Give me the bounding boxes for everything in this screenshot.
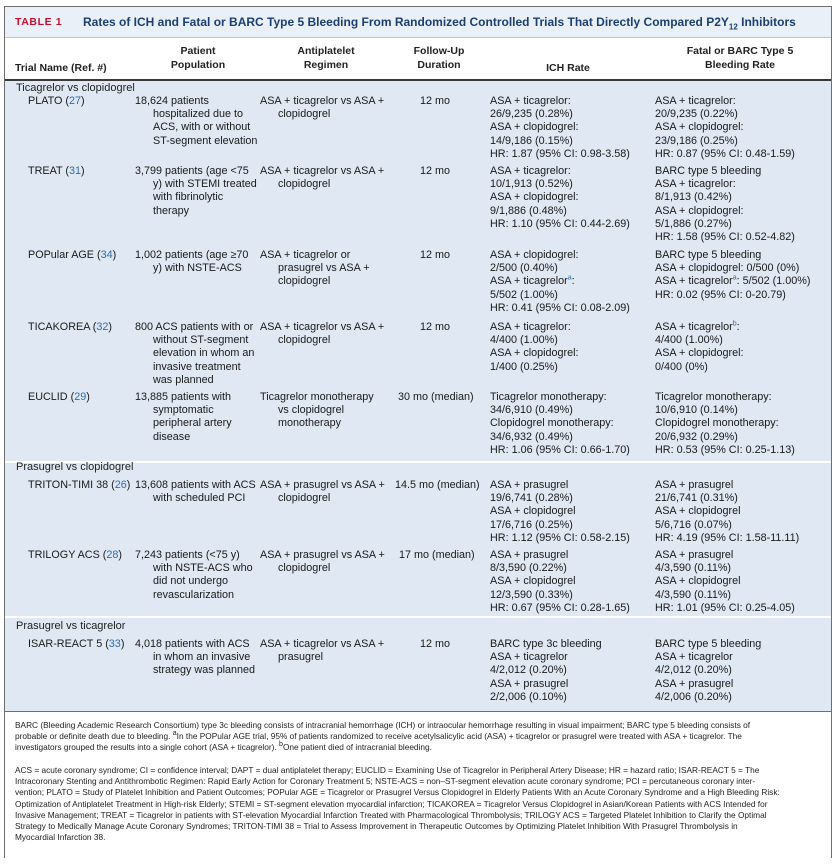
followup-cell: 12 mo	[420, 321, 451, 333]
header-trial-label: Trial Name (Ref. #)	[15, 62, 107, 74]
ich-line: ASA + ticagrelor	[490, 651, 568, 664]
population-line: y) with NSTE-ACS	[153, 262, 242, 275]
footnote-definitions	[15, 720, 821, 754]
bleeding-line: ASA + ticagrelor:	[655, 178, 736, 191]
bleeding-line: ASA + prasugrel	[655, 479, 734, 491]
bleeding-line: 21/6,741 (0.31%)	[655, 492, 738, 505]
bleeding-line: HR: 0.87 (95% CI: 0.48-1.59)	[655, 147, 795, 160]
population-line: 3,799 patients (age <75	[135, 165, 249, 177]
bleeding-cell	[655, 479, 799, 545]
ich-line: 4/400 (1.00%)	[490, 334, 558, 347]
bleeding-line: ASA + clopidogrel:	[655, 121, 744, 134]
population-line: hospitalized due to	[153, 108, 244, 121]
ich-line: HR: 0.67 (95% CI: 0.28-1.65)	[490, 601, 630, 614]
trial-label: ISAR-REACT 5 (	[28, 638, 109, 650]
abbreviation-line: Strategy to Medically Manage Acute Coronary Syndromes; TRITON-TIMI 38 = Trial to Assess Improvement in Therapeutic Outcomes by Optimizing Platelet Inhibition With Prasugrel Thrombolysis in	[15, 821, 738, 832]
header-ich	[487, 37, 649, 79]
regimen-cell	[260, 95, 384, 121]
ich-line: ASA + clopidogrel	[490, 505, 576, 518]
bleeding-line: 0/400 (0%)	[655, 360, 708, 373]
ich-line: 14/9,186 (0.15%)	[490, 134, 573, 147]
ich-line: ASA + ticagrelor:	[490, 165, 571, 177]
ich-line: ASA + prasugrel	[490, 549, 569, 561]
regimen-line: clopidogrel	[278, 562, 331, 575]
header-bleeding-line: Fatal or BARC Type 5	[686, 45, 794, 57]
bleeding-text: ASA + ticagrelor	[655, 275, 733, 288]
trial-label-close: )	[108, 321, 113, 333]
population-cell	[135, 391, 232, 444]
ich-text: ASA + ticagrelor	[490, 275, 568, 288]
regimen-line: ASA + prasugrel vs ASA +	[260, 479, 385, 491]
population-line: y) with STEMI treated	[153, 178, 257, 191]
ich-line: ASA + ticagrelor:	[490, 95, 571, 107]
trial-label: EUCLID (	[28, 391, 75, 403]
population-line: ST-segment elevation	[153, 134, 258, 147]
table-footnotes	[5, 711, 831, 858]
regimen-line: prasugrel	[278, 651, 324, 664]
bleeding-cell	[655, 549, 795, 615]
bleeding-line: 20/6,932 (0.29%)	[655, 430, 738, 443]
regimen-line: ASA + ticagrelor vs ASA +	[260, 638, 385, 650]
reference-link[interactable]: 31	[69, 165, 82, 177]
regimen-line: vs clopidogrel	[278, 404, 345, 417]
population-line: 4,018 patients with ACS	[135, 638, 250, 650]
table-title-end: Inhibitors	[737, 15, 796, 29]
trial-label: TREAT (	[28, 165, 69, 177]
section-title: Prasugrel vs ticagrelor	[16, 620, 126, 632]
trial-label: POPular AGE (	[28, 249, 101, 261]
ich-line: 9/1,886 (0.48%)	[490, 204, 567, 217]
trial-label: TICAKOREA (	[28, 321, 97, 333]
reference-link[interactable]: 33	[108, 638, 121, 650]
population-line: symptomatic	[153, 404, 214, 417]
trial-name	[28, 249, 116, 262]
section-title: Prasugrel vs clopidogrel	[16, 461, 134, 473]
ich-line: Ticagrelor monotherapy:	[490, 391, 607, 403]
bleeding-line: BARC type 5 bleeding	[655, 249, 762, 261]
ich-line: 19/6,741 (0.28%)	[490, 492, 573, 505]
bleeding-line: 8/1,913 (0.42%)	[655, 191, 732, 204]
reference-link[interactable]: 26	[114, 479, 127, 491]
bleeding-text: ASA + ticagrelor	[655, 321, 733, 333]
abbreviation-line: Myocardial Infarction 38.	[15, 832, 106, 843]
bleeding-line: 4/3,590 (0.11%)	[655, 588, 732, 601]
followup-cell: 12 mo	[420, 165, 451, 177]
header-ich-label: ICH Rate	[546, 62, 590, 74]
population-line: ACS, with or without	[153, 121, 251, 134]
population-line: elevation in whom an	[153, 347, 255, 360]
bleeding-line: ASA + clopidogrel:	[655, 204, 744, 217]
abbreviation-line: Invasive Management; TREAT = Ticagrelor in patients with ST-elevation Myocardial Infarction Treated with Pharmacological Thrombolysis; TRILOGY ACS = Targeted Platelet Inhibition to Clarify the Optimal	[15, 809, 767, 820]
ich-line: HR: 1.12 (95% CI: 0.58-2.15)	[490, 531, 630, 544]
regimen-line: ASA + ticagrelor or	[260, 249, 351, 261]
bleeding-line: 5/1,886 (0.27%)	[655, 217, 732, 230]
regimen-cell	[260, 391, 374, 431]
footnote-line	[15, 731, 821, 742]
bleeding-line: 20/9,235 (0.22%)	[655, 108, 738, 121]
reference-link[interactable]: 28	[106, 549, 119, 561]
regimen-line: ASA + ticagrelor vs ASA +	[260, 321, 385, 333]
regimen-line: clopidogrel	[278, 275, 331, 288]
bleeding-line: Ticagrelor monotherapy:	[655, 391, 772, 403]
trial-label-close: )	[112, 249, 117, 261]
trial-name	[28, 321, 112, 334]
ich-line: 4/2,012 (0.20%)	[490, 664, 567, 677]
footnote-text: In the POPular AGE trial, 95% of patients randomized to receive acetylsalicylic acid (ASA) + ticagrelor or prasugrel were treated with ASA + ticagrelor. The	[176, 731, 742, 742]
bleeding-cell	[655, 249, 810, 302]
ich-line: HR: 1.87 (95% CI: 0.98-3.58)	[490, 147, 630, 160]
population-line: strategy was planned	[153, 664, 256, 677]
table-title	[83, 15, 796, 31]
ich-line: Clopidogrel monotherapy:	[490, 417, 614, 430]
regimen-cell	[260, 479, 385, 505]
ich-line: ASA + clopidogrel:	[490, 121, 579, 134]
trial-name	[28, 391, 90, 404]
followup-cell: 12 mo	[420, 638, 451, 650]
regimen-cell	[260, 549, 385, 575]
reference-link[interactable]: 29	[74, 391, 87, 403]
bleeding-line: ASA + ticagrelor	[655, 651, 733, 664]
population-cell	[135, 549, 253, 602]
bleeding-text: : 5/502 (1.00%)	[736, 275, 811, 288]
bleeding-line: ASA + clopidogrel	[655, 575, 741, 588]
ich-line: 17/6,716 (0.25%)	[490, 518, 573, 531]
reference-link[interactable]: 34	[100, 249, 113, 261]
bleeding-line: 10/6,910 (0.14%)	[655, 404, 738, 417]
regimen-line: monotherapy	[278, 417, 342, 430]
regimen-line: clopidogrel	[278, 108, 331, 121]
regimen-line: ASA + prasugrel vs ASA +	[260, 549, 385, 561]
regimen-cell	[260, 165, 384, 191]
regimen-line: clopidogrel	[278, 492, 331, 505]
regimen-line: clopidogrel	[278, 334, 331, 347]
ich-line: ASA + clopidogrel:	[490, 191, 579, 204]
ich-line: 5/502 (1.00%)	[490, 288, 558, 301]
header-regimen-line: Antiplatelet	[297, 45, 355, 57]
bleeding-cell	[655, 95, 795, 161]
bleeding-line: HR: 1.01 (95% CI: 0.25-4.05)	[655, 601, 795, 614]
trial-label-close: )	[118, 549, 123, 561]
abbreviation-line: Optimization of Antiplatelet Treatment in High-risk Elderly; STEMI = ST-segment elevation myocardial infarction; TICAKOREA = Ticagrelor Versus Clopidogrel in Asian/Korean Patients with ACS Intended for	[15, 798, 768, 809]
footnote-marker[interactable]: b	[732, 320, 737, 328]
ich-line: ASA + prasugrel	[490, 479, 569, 491]
header-population	[133, 37, 263, 79]
regimen-cell	[260, 249, 370, 289]
header-trial	[5, 37, 141, 79]
regimen-line: Ticagrelor monotherapy	[260, 391, 374, 403]
header-population-line: Patient	[180, 45, 216, 57]
regimen-line: ASA + ticagrelor vs ASA +	[260, 165, 385, 177]
abbreviation-line: ACS = acute coronary syndrome; CI = confidence interval; DAPT = dual antiplatelet therapy; EUCLID = Examining Use of Ticagrelor in Peripheral Artery Disease; HR = hazard ratio; ISAR-REACT 5 = The	[15, 765, 760, 775]
footnote-marker[interactable]: a	[567, 274, 572, 282]
bleeding-line: 5/6,716 (0.07%)	[655, 518, 732, 531]
footnote-text: investigators grouped the results into a single cohort (ASA + ticagrelor).	[15, 742, 280, 753]
population-cell	[135, 95, 257, 148]
ich-line: 26/9,235 (0.28%)	[490, 108, 573, 121]
population-line: without ST-segment	[153, 334, 249, 347]
bleeding-line: ASA + clopidogrel: 0/500 (0%)	[655, 262, 800, 275]
bleeding-line: HR: 0.02 (95% CI: 0-20.79)	[655, 288, 786, 301]
followup-cell: 12 mo	[420, 249, 451, 261]
followup-cell: 17 mo (median)	[399, 549, 475, 561]
trial-label-close: )	[81, 165, 85, 177]
population-line: 18,624 patients	[135, 95, 209, 107]
bleeding-line: 4/400 (1.00%)	[655, 334, 723, 347]
bleeding-line: 4/2,012 (0.20%)	[655, 664, 732, 677]
ich-line: HR: 1.06 (95% CI: 0.66-1.70)	[490, 443, 630, 456]
ich-cell	[490, 549, 630, 615]
followup-cell: 14.5 mo (median)	[395, 479, 480, 491]
reference-link[interactable]: 27	[69, 95, 82, 107]
ich-line: 34/6,932 (0.49%)	[490, 430, 573, 443]
trial-label: PLATO (	[28, 95, 69, 107]
bleeding-cell	[655, 391, 795, 457]
ich-line: 1/400 (0.25%)	[490, 360, 558, 373]
trial-label-close: )	[86, 391, 90, 403]
population-line: revascularization	[153, 588, 235, 601]
ich-line: 34/6,910 (0.49%)	[490, 404, 573, 417]
footnote-text: probable or definite death due to bleeding.	[15, 731, 173, 742]
population-cell	[135, 249, 248, 275]
ich-line: ASA + clopidogrel:	[490, 249, 579, 261]
population-line: 13,885 patients with	[135, 391, 232, 403]
footnote-line	[15, 742, 821, 753]
table-tag: TABLE 1	[15, 16, 63, 28]
ich-cell	[490, 249, 630, 315]
ich-line: ASA + ticagrelor:	[490, 321, 571, 333]
population-cell	[135, 321, 254, 387]
regimen-cell	[260, 638, 384, 664]
bleeding-line: HR: 0.53 (95% CI: 0.25-1.13)	[655, 443, 795, 456]
bleeding-line: ASA + clopidogrel:	[655, 347, 744, 360]
population-line: 13,608 patients with ACS	[135, 479, 256, 491]
regimen-line: prasugrel vs ASA +	[278, 262, 370, 275]
population-line: disease	[153, 430, 191, 443]
ich-cell	[490, 165, 630, 231]
trial-name	[28, 479, 130, 492]
bleeding-cell	[655, 321, 744, 374]
ich-cell	[490, 479, 630, 545]
population-line: 800 ACS patients with or	[135, 321, 254, 333]
trial-name	[28, 165, 85, 178]
ich-line: HR: 1.10 (95% CI: 0.44-2.69)	[490, 217, 630, 230]
population-cell	[135, 638, 255, 678]
regimen-cell	[260, 321, 384, 347]
population-line: with scheduled PCI	[153, 492, 246, 505]
ich-line	[490, 275, 630, 288]
ich-line: HR: 0.41 (95% CI: 0.08-2.09)	[490, 301, 630, 314]
bleeding-cell	[655, 165, 795, 244]
table-title-main: Rates of ICH and Fatal or BARC Type 5 Bleeding From Randomized Controlled Trials That Directly Compared P2Y	[83, 15, 729, 29]
trial-name	[28, 549, 122, 562]
followup-cell: 30 mo (median)	[398, 391, 474, 403]
bleeding-line: HR: 4.19 (95% CI: 1.58-11.11)	[655, 531, 800, 544]
population-line: with fibrinolytic	[153, 191, 224, 204]
ich-cell	[490, 321, 579, 374]
trial-label-close: )	[81, 95, 85, 107]
population-line: peripheral artery	[153, 417, 232, 430]
bleeding-line	[655, 321, 744, 334]
bleeding-line: ASA + prasugrel	[655, 549, 734, 561]
population-line: invasive treatment	[153, 360, 241, 373]
bleeding-line: BARC type 5 bleeding	[655, 165, 762, 177]
bleeding-line: 4/3,590 (0.11%)	[655, 562, 732, 575]
bleeding-text: :	[736, 321, 740, 333]
population-line: with NSTE-ACS who	[153, 562, 253, 575]
population-cell	[135, 479, 256, 505]
bleeding-line: ASA + clopidogrel	[655, 505, 741, 518]
footnote-abbreviations	[15, 765, 821, 843]
bleeding-line: Clopidogrel monotherapy:	[655, 417, 779, 430]
header-bleeding	[649, 37, 831, 79]
bleeding-line: ASA + prasugrel	[655, 677, 734, 690]
ich-line: 10/1,913 (0.52%)	[490, 178, 573, 191]
trial-name	[28, 95, 85, 108]
bleeding-line	[655, 275, 810, 288]
ich-line: 12/3,590 (0.33%)	[490, 588, 573, 601]
footnote-marker: a	[172, 730, 177, 738]
population-line: did not undergo	[153, 575, 229, 588]
footnote-line: BARC (Bleeding Academic Research Consortium) type 3c bleeding consists of intracranial hemorrhage (ICH) or intraocular hemorrhage resulting in visual impairment; BARC type 5 bleeding consists of	[15, 720, 751, 730]
footnote-marker: b	[279, 741, 283, 749]
header-followup-line: Follow-Up	[413, 45, 465, 57]
trial-label-close: )	[120, 638, 125, 650]
ich-cell	[490, 391, 630, 457]
population-line: 7,243 patients (<75 y)	[135, 549, 240, 561]
trial-label-close: )	[126, 479, 131, 491]
followup-cell: 12 mo	[420, 95, 451, 107]
bleeding-line: 4/2,006 (0.20%)	[655, 690, 732, 703]
ich-line: ASA + clopidogrel:	[490, 347, 579, 360]
ich-line: ASA + clopidogrel	[490, 575, 576, 588]
population-cell	[135, 165, 257, 218]
trial-label: TRILOGY ACS (	[28, 549, 107, 561]
ich-line: 2/2,006 (0.10%)	[490, 690, 567, 703]
footnote-text: One patient died of intracranial bleeding.	[282, 742, 432, 753]
header-regimen-line: Regimen	[303, 59, 349, 71]
bleeding-line: HR: 1.58 (95% CI: 0.52-4.82)	[655, 231, 795, 244]
population-line: therapy	[153, 204, 190, 217]
abbreviation-line: Intracoronary Stenting and Antithrombotic Regimen: Rapid Early Action for Coronary Treatment 5; NSTE-ACS = non–ST-segment elevation acute coronary syndrome; PCI = percutaneous coronary inter-	[15, 776, 756, 787]
table-title-bar	[5, 7, 831, 38]
ich-line: ASA + prasugrel	[490, 677, 569, 690]
ich-line: BARC type 3c bleeding	[490, 638, 602, 650]
abbreviation-line: vention; PLATO = Study of Platelet Inhibition and Patient Outcomes; POPular AGE = Ticagrelor or Prasugrel Versus Clopidogrel in Elderly Patients With an Acute Coronary Syndrome and a High Bleeding Risk:	[15, 787, 780, 798]
regimen-line: ASA + ticagrelor vs ASA +	[260, 95, 385, 107]
header-followup	[391, 37, 487, 79]
trial-name	[28, 638, 124, 651]
header-regimen	[261, 37, 391, 79]
bleeding-line: 23/9,186 (0.25%)	[655, 134, 738, 147]
regimen-line: clopidogrel	[278, 178, 331, 191]
table-figure	[4, 6, 832, 858]
header-population-line: Population	[170, 59, 226, 71]
population-line: was planned	[153, 373, 214, 386]
table-title-subscript: 12	[728, 22, 738, 32]
population-line: in whom an invasive	[153, 651, 251, 664]
population-line: 1,002 patients (age ≥70	[135, 249, 249, 261]
section-title: Ticagrelor vs clopidogrel	[16, 82, 135, 94]
bleeding-cell	[655, 638, 761, 704]
ich-text: :	[571, 275, 575, 288]
footnote-marker[interactable]: a	[732, 274, 737, 282]
header-followup-line: Duration	[417, 59, 461, 71]
ich-line: 2/500 (0.40%)	[490, 262, 558, 275]
ich-line: 8/3,590 (0.22%)	[490, 562, 567, 575]
ich-cell	[490, 95, 630, 161]
ich-cell	[490, 638, 602, 704]
trial-label: TRITON-TIMI 38 (	[28, 479, 115, 491]
bleeding-line: ASA + ticagrelor:	[655, 95, 736, 107]
bleeding-line: BARC type 5 bleeding	[655, 638, 762, 650]
header-bleeding-line: Bleeding Rate	[704, 59, 775, 71]
reference-link[interactable]: 32	[96, 321, 109, 333]
